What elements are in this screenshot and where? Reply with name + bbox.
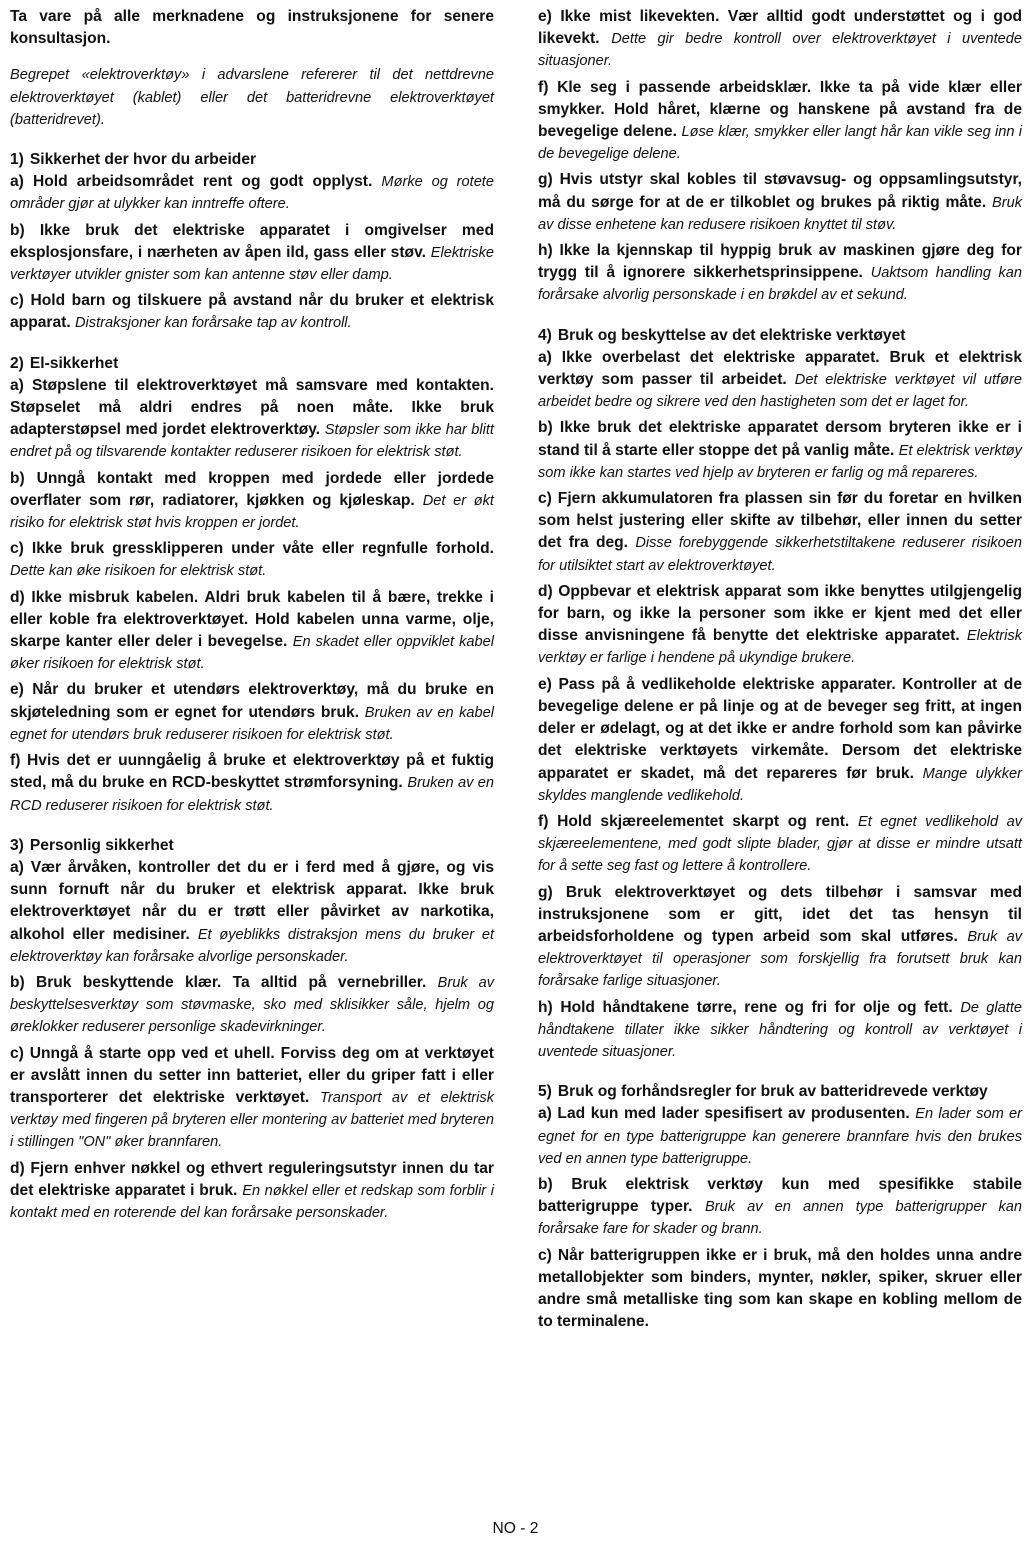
intro-instruction: Ta vare på alle merknadene og instruksjonene for senere konsultasjon. — [10, 8, 494, 48]
list-item: c) Unngå å starte opp ved et uhell. Forviss deg om at verktøyet er avslått innen du setter inn batteriet, eller du griper fatt i eller transporterer det elektriske verktøyet. Transport av et elektrisk verktøy med fingeren på bryteren eller montering av batteriet med bryteren i stillingen "ON" øker brannfaren. — [10, 1044, 494, 1151]
list-item: d) Fjern enhver nøkkel og ethvert reguleringsutstyr innen du tar det elektriske apparatet i bruk. En nøkkel eller et redskap som forblir i kontakt med en roterende del kan forårsake personskader. — [10, 1159, 494, 1221]
list-item: d) Ikke misbruk kabelen. Aldri bruk kabelen til å bære, trekke i eller koble fra elektroverktøyet. Hold kabelen unna varme, olje, skarpe kanter eller deler i bevegelse. En skadet eller oppviklet kabel øker risikoen for elektrisk støt. — [10, 588, 494, 673]
section-heading: 3) Personlig sikkerhet — [10, 836, 174, 854]
list-item: e) Når du bruker et utendørs elektroverktøy, må du bruke en skjøteledning som er egnet for utendørs bruk. Bruken av en kabel egnet for utendørs bruk reduserer risikoen for elektrisk støt. — [10, 681, 494, 743]
list-item: e) Ikke mist likevekten. Vær alltid godt understøttet og i god likevekt. Dette gir bedre kontroll over elektroverktøyet i uventede situasjoner. — [538, 8, 1022, 70]
section-heading: 4) Bruk og beskyttelse av det elektriske verktøyet — [538, 326, 906, 344]
list-item: a) Hold arbeidsområdet rent og godt opplyst. Mørke og rotete områder gjør at ulykker kan inntreffe oftere. — [10, 173, 494, 213]
section-heading: 2) El-sikkerhet — [10, 354, 119, 372]
left-column — [10, 6, 494, 1228]
list-item: h) Hold håndtakene tørre, rene og fri for olje og fett. De glatte håndtakene tillater ikke sikker håndtering og kontroll av verktøyet i uventede situasjoner. — [538, 998, 1022, 1060]
right-column — [538, 6, 1022, 1337]
section-heading: 1) Sikkerhet der hvor du arbeider — [10, 151, 257, 169]
list-item: b) Bruk elektrisk verktøy kun med spesifikke stabile batterigruppe typer. Bruk av en annen type batterigrupper kan forårsake fare for skader og brann. — [538, 1175, 1022, 1238]
list-item: f) Hold skjæreelementet skarpt og rent. Et egnet vedlikehold av skjæreelementene, med godt slipte blader, gjør at disse er mindre utsatt for å sette seg fast og lettere å kontrollere. — [538, 812, 1022, 875]
list-item: c) Hold barn og tilskuere på avstand når du bruker et elektrisk apparat. Distraksjoner kan forårsake tap av kontroll. — [10, 292, 494, 332]
list-item: b) Unngå kontakt med kroppen med jordede eller jordede overflater som rør, radiatorer, kjøkken og kjøleskap. Det er økt risiko for elektrisk støt hvis kroppen er jordet. — [10, 469, 494, 532]
list-item: a) Støpslene til elektroverktøyet må samsvare med kontakten. Støpselet må aldri endres på noen måte. Ikke bruk adapterstøpsel med jordet elektroverktøy. Støpsler som ikke har blitt endret på og tilsvarende kontakter reduserer risikoen for elektrisk støt. — [10, 376, 494, 461]
list-item: c) Når batterigruppen ikke er i bruk, må den holdes unna andre metallobjekter som binders, mynter, nøkler, spiker, skruer eller andre små metalliske ting som kan skape en kobling mellom de to terminalene. — [538, 1246, 1022, 1331]
list-item: b) Ikke bruk det elektriske apparatet i omgivelser med eksplosjonsfare, i nærheten av åpen ild, gass eller støv. Elektriske verktøyer utvikler gnister som kan antenne støv eller damp. — [10, 221, 494, 284]
list-item: f) Kle seg i passende arbeidsklær. Ikke ta på vide klær eller smykker. Hold håret, klærne og hanskene på avstand fra de bevegelige delene. Løse klær, smykker eller langt hår kan vikle seg inn i de bevegelige delene. — [538, 78, 1022, 163]
list-item: a) Ikke overbelast det elektriske apparatet. Bruk et elektrisk verktøy som passer til arbeidet. Det elektriske verktøyet vil utføre arbeidet bedre og sikrere ved den hastigheten som det er laget for. — [538, 348, 1022, 411]
section-heading: 5) Bruk og forhåndsregler for bruk av batteridrevede verktøy — [538, 1083, 988, 1101]
list-item: g) Bruk elektroverktøyet og dets tilbehør i samsvar med instruksjonene som er gitt, idet det tas hensyn til arbeidsforholdene og typen arbeid som skal utføres. Bruk av elektroverktøyet til operasjoner som forskjellig fra forutsett bruk kan forårsake farlige situasjoner. — [538, 883, 1023, 990]
list-item: c) Fjern akkumulatoren fra plassen sin før du foretar en hvilken som helst justering eller skifte av tilbehør, eller innen du setter det fra deg. Disse forebyggende sikkerhetstiltakene reduserer risikoen for utilsiktet start av elektroverktøyet. — [538, 490, 1023, 574]
list-item: d) Oppbevar et elektrisk apparat som ikke benyttes utilgjengelig for barn, og ikke la personer som ikke er kjent med det eller disse anvisningene få benytte det elektriske apparatet. Elektrisk verktøy er farlige i hendene på ukyndige brukere. — [538, 582, 1022, 667]
list-item: a) Lad kun med lader spesifisert av produsenten. En lader som er egnet for en type batterigruppe kan generere brannfare hvis den brukes ved en annen type batterigruppe. — [538, 1105, 1023, 1167]
list-item: b) Ikke bruk det elektriske apparatet dersom bryteren ikke er i stand til å starte eller stoppe det på vanlig måte. Et elektrisk verktøy som ikke kan startes ved hjelp av bryteren er farlig og må repareres. — [538, 419, 1022, 481]
page-number: NO - 2 — [492, 1520, 539, 1537]
list-item: g) Hvis utstyr skal kobles til støvavsug- og oppsamlingsutstyr, må du sørge for at de er tilkoblet og brukes på riktig måte. Bruk av disse enhetene kan redusere risikoen knyttet til støv. — [538, 171, 1022, 233]
list-item: e) Pass på å vedlikeholde elektriske apparater. Kontroller at de bevegelige delene er på linje og at de beveger seg fritt, at ingen deler er ødelagt, og at det ikke er andre forhold som kan påvirke det elektriske verktøyets virkemåte. Dersom det elektriske apparatet er skadet, må det repareres før bruk. Mange ulykker skyldes manglende vedlikehold. — [538, 675, 1022, 804]
list-item: c) Ikke bruk gressklipperen under våte eller regnfulle forhold. Dette kan øke risikoen for elektrisk støt. — [10, 540, 494, 580]
list-item: f) Hvis det er uunngåelig å bruke et elektroverktøy på et fuktig sted, må du bruke en RCD-beskyttet strømforsyning. Bruken av en RCD reduserer risikoen for elektrisk støt. — [10, 752, 494, 814]
intro-definition: Begrepet «elektroverktøy» i advarslene refererer til det nettdrevne elektroverktøyet (kablet) eller det batteridrevne elektroverktøyet (batteridrevet). — [10, 67, 494, 128]
list-item: h) Ikke la kjennskap til hyppig bruk av maskinen gjøre deg for trygg til å ignorere sikkerhetsprinsippene. Uaktsom handling kan forårsake alvorlig personskade i en brøkdel av et sekund. — [538, 242, 1022, 304]
list-item: a) Vær årvåken, kontroller det du er i ferd med å gjøre, og vis sunn fornuft når du bruker et elektrisk apparat. Ikke bruk elektroverktøyet når du er trøtt eller påvirket av narkotika, alkohol eller medisiner. Et øyeblikks distraksjon mens du bruker et elektroverktøy kan forårsake alvorlige personskader. — [10, 858, 494, 965]
list-item: b) Bruk beskyttende klær. Ta alltid på vernebriller. Bruk av beskyttelsesverktøy som støvmaske, sko med sklisikker såle, hjelm og øreklokker reduserer personlige skadevirkninger. — [10, 973, 494, 1036]
